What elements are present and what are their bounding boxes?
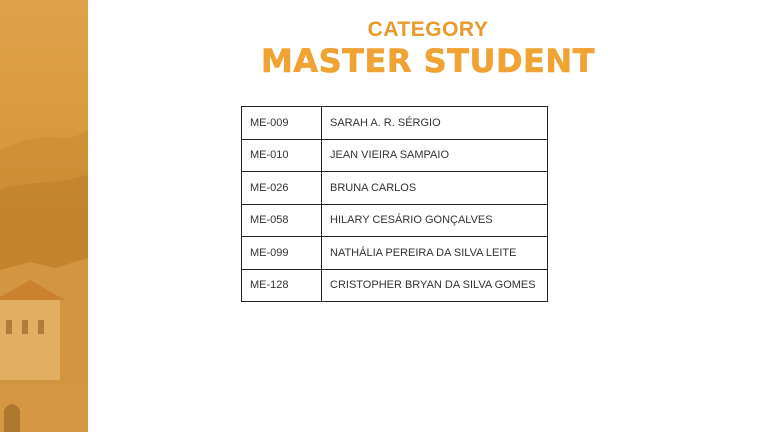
table-row [242,204,548,237]
student-name-cell: SARAH A. R. SÉRGIO [322,107,548,140]
student-name-cell: JEAN VIEIRA SAMPAIO [322,139,548,172]
student-code-cell: ME-026 [242,172,322,205]
decorative-photo-strip [0,0,88,432]
student-name-cell: BRUNA CARLOS [322,172,548,205]
town-landscape-image [0,0,88,432]
category-label: CATEGORY [367,18,489,41]
table-row [242,172,548,205]
student-name-cell: CRISTOPHER BRYAN DA SILVA GOMES [322,269,548,302]
student-code-cell: ME-010 [242,139,322,172]
table-row [242,269,548,302]
table-row [242,237,548,270]
student-code-cell: ME-128 [242,269,322,302]
student-name-cell: HILARY CESÁRIO GONÇALVES [322,204,548,237]
students-table-body [242,107,548,302]
page-title: MASTER STUDENT [260,42,595,80]
students-table [241,106,548,302]
student-code-cell: ME-099 [242,237,322,270]
student-name-cell: NATHÁLIA PEREIRA DA SILVA LEITE [322,237,548,270]
student-code-cell: ME-058 [242,204,322,237]
student-code-cell: ME-009 [242,107,322,140]
table-row [242,139,548,172]
table-row [242,107,548,140]
